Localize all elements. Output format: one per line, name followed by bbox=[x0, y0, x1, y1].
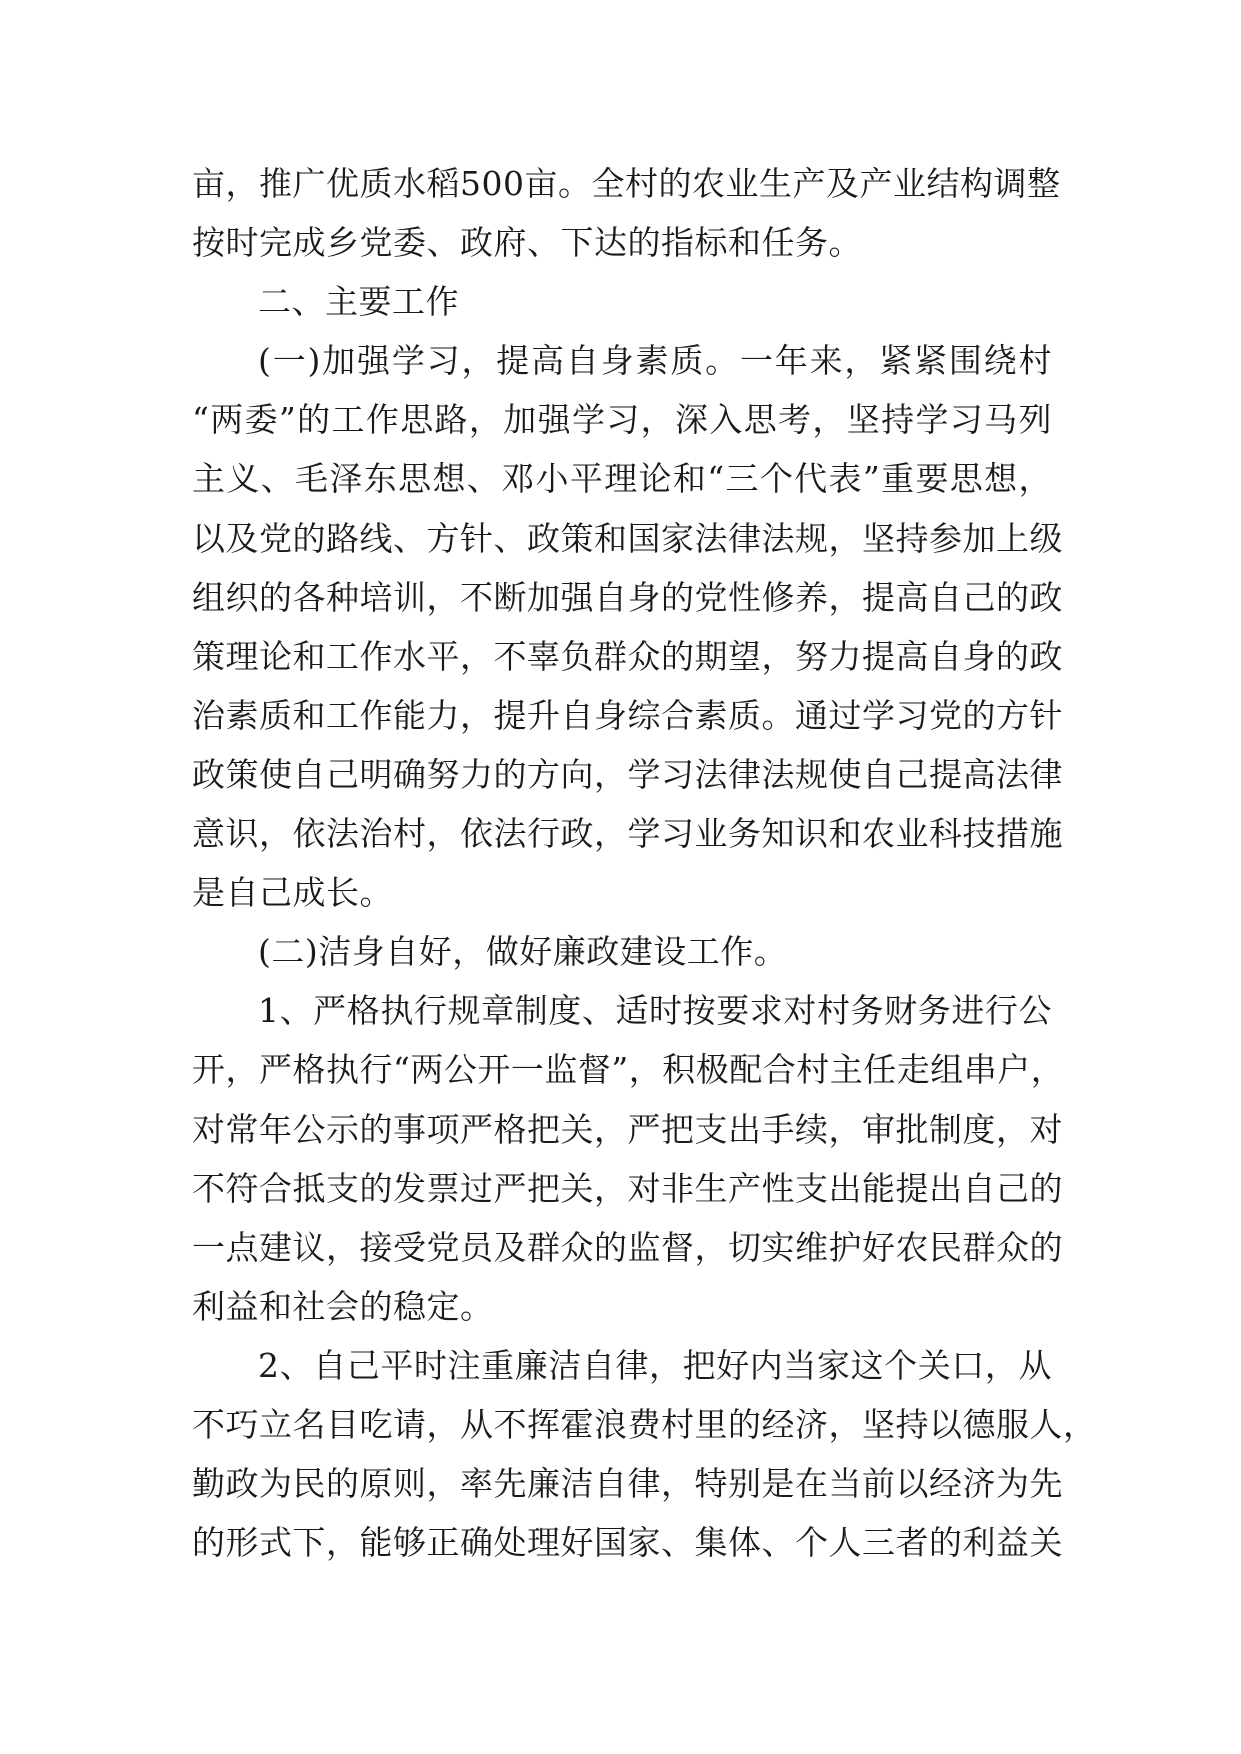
text-line: 利益和社会的稳定。 bbox=[192, 1286, 494, 1326]
text-line: 的形式下，能够正确处理好国家、集体、个人三者的利益关 bbox=[192, 1523, 1063, 1563]
text-line: 是自己成长。 bbox=[192, 873, 393, 913]
text-line: 组织的各种培训，不断加强自身的党性修养，提高自己的政 bbox=[192, 577, 1063, 617]
text-line: 一点建议，接受党员及群众的监督，切实维护好农民群众的 bbox=[192, 1227, 1063, 1267]
text-line: (二)洁身自好，做好廉政建设工作。 bbox=[258, 932, 788, 972]
text-line: 以及党的路线、方针、政策和国家法律法规，坚持参加上级 bbox=[192, 518, 1063, 558]
text-line: 不巧立名目吃请，从不挥霍浪费村里的经济，坚持以德服人， bbox=[192, 1404, 1097, 1444]
text-line: (一)加强学习，提高自身素质。一年来，紧紧围绕村 bbox=[258, 341, 1052, 381]
text-line: 2、自己平时注重廉洁自律，把好内当家这个关口，从 bbox=[258, 1345, 1052, 1385]
text-line: 政策使自己明确努力的方向，学习法律法规使自己提高法律 bbox=[192, 754, 1063, 794]
text-line: 二、主要工作 bbox=[258, 282, 459, 322]
text-line: 策理论和工作水平，不辜负群众的期望，努力提高自身的政 bbox=[192, 636, 1063, 676]
text-line: 开，严格执行“两公开一监督”，积极配合村主任走组串户， bbox=[192, 1050, 1065, 1090]
text-line: 勤政为民的原则，率先廉洁自律，特别是在当前以经济为先 bbox=[192, 1464, 1063, 1504]
text-line: 1、严格执行规章制度、适时按要求对村务财务进行公 bbox=[258, 991, 1052, 1031]
text-line: 按时完成乡党委、政府、下达的指标和任务。 bbox=[192, 223, 862, 263]
text-line: 对常年公示的事项严格把关，严把支出手续，审批制度，对 bbox=[192, 1109, 1063, 1149]
document-body bbox=[192, 154, 1097, 1572]
text-line: 治素质和工作能力，提升自身综合素质。通过学习党的方针 bbox=[192, 695, 1063, 735]
text-line: 亩，推广优质水稻500亩。全村的农业生产及产业结构调整 bbox=[192, 164, 1061, 203]
text-line: 意识，依法治村，依法行政，学习业务知识和农业科技措施 bbox=[192, 814, 1063, 854]
text-line: “两委”的工作思路，加强学习，深入思考，坚持学习马列 bbox=[192, 400, 1052, 440]
text-line: 主义、毛泽东思想、邓小平理论和“三个代表”重要思想， bbox=[192, 459, 1052, 499]
text-line: 不符合抵支的发票过严把关，对非生产性支出能提出自己的 bbox=[192, 1168, 1063, 1208]
